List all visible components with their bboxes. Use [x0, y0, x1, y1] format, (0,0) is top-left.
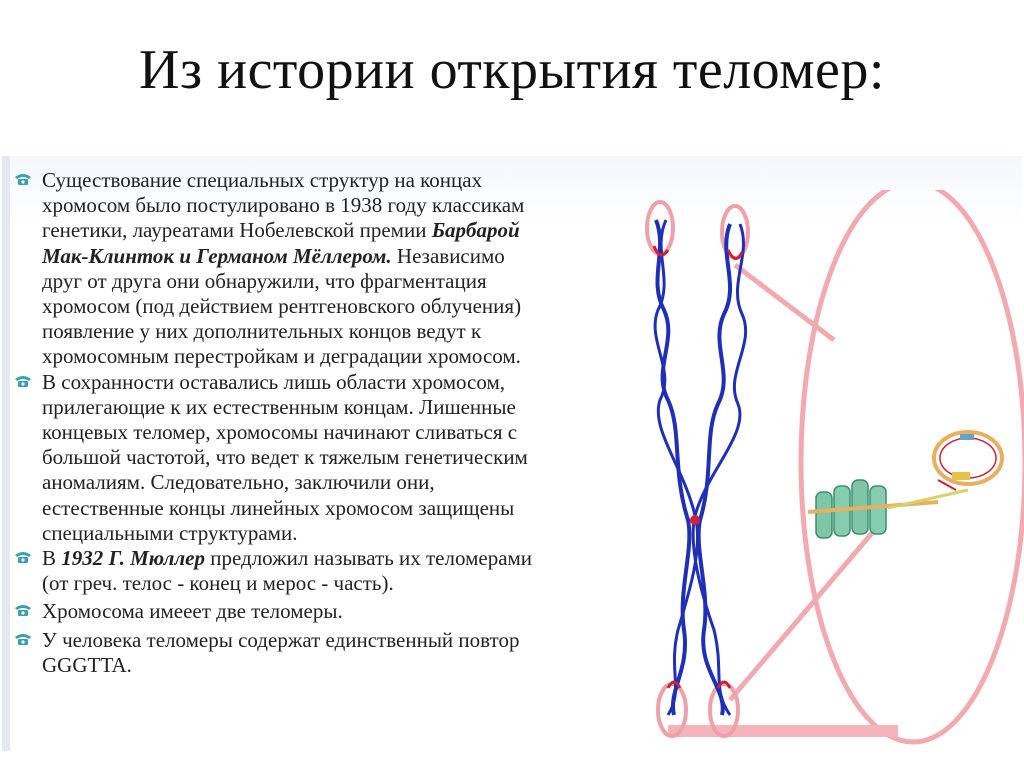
telomere-ends	[654, 246, 742, 688]
body-text: В сохранности оставались лишь области хромосом,	[42, 369, 506, 394]
panel-left-edge	[2, 156, 10, 751]
bullet-line	[42, 571, 638, 596]
bullet-line	[42, 628, 638, 653]
body-text: (от греч. телос - конец и мерос - часть).	[42, 571, 394, 596]
bullet-line	[42, 344, 638, 369]
telephone-icon	[14, 172, 32, 186]
slide-title: Из истории открытия теломер:	[139, 39, 885, 101]
body-text: хромосомным перестройкам и деградации хромосом.	[42, 344, 521, 369]
body-text: специальными структурами.	[42, 520, 298, 545]
bullet-item	[12, 599, 638, 624]
chromatid-right	[693, 224, 746, 715]
magnifier-line-bottom	[730, 526, 878, 700]
magnified-circle	[801, 190, 1024, 742]
bullet-line	[42, 168, 638, 193]
bullet-line	[42, 599, 638, 624]
bullet-item	[12, 546, 638, 596]
body-text: концевых теломер, хромосомы начинают сливаться с	[42, 420, 518, 445]
magnifier-base	[668, 725, 898, 737]
telephone-icon	[14, 603, 32, 617]
body-text: предложил называть их теломерами	[204, 546, 533, 571]
body-text: естественные концы линейных хромосом защищены	[42, 495, 515, 520]
body-text: GGGTTA.	[42, 652, 132, 677]
emphasis-text: Мак-Клинток и Германом Мёллером.	[42, 243, 392, 268]
body-text: хромосом было постулировано в 1938 году классикам	[42, 193, 525, 218]
bullet-line	[42, 521, 638, 546]
bullet-item	[12, 168, 638, 370]
body-text: У человека теломеры содержат единственный повтор	[42, 627, 520, 652]
bullet-line	[42, 218, 638, 243]
bullet-list	[12, 168, 638, 678]
emphasis-text: Барбарой	[431, 218, 520, 243]
body-text: Независимо	[391, 243, 505, 268]
body-text: прилегающие к их естественным концам. Лишенные	[42, 394, 516, 419]
nucleosome-fiber	[808, 480, 968, 538]
telephone-icon	[14, 374, 32, 388]
bullet-line	[42, 244, 638, 269]
bullet-item	[12, 370, 638, 546]
body-text: В	[42, 546, 62, 571]
bullet-line	[42, 653, 638, 678]
body-text: появление у них дополнительных концов ведут к	[42, 319, 482, 344]
bullet-line	[42, 319, 638, 344]
body-text: аномалиям. Следовательно, заключили они,	[42, 470, 435, 495]
bullet-line	[42, 420, 638, 445]
bullet-line	[42, 395, 638, 420]
chromatid-left	[655, 220, 698, 715]
body-text: большой частотой, что ведет к тяжелым генетическим	[42, 445, 528, 470]
t-loop	[934, 432, 1002, 490]
bullet-line	[42, 496, 638, 521]
bullet-line	[42, 193, 638, 218]
bullet-line	[42, 370, 638, 395]
body-text: Хромосома имееет две теломеры.	[42, 599, 343, 624]
chromosome-telomere-illustration	[638, 190, 1024, 750]
telephone-icon	[14, 632, 32, 646]
bullet-line	[42, 269, 638, 294]
body-text: Существование специальных структур на концах	[42, 168, 483, 192]
bullet-line	[42, 546, 638, 571]
bullet-line	[42, 294, 638, 319]
body-text: генетики, лауреатами Нобелевской премии	[42, 218, 432, 243]
body-text: хромосом (под действием рентгеновского облучения)	[42, 294, 522, 319]
bullet-line	[42, 445, 638, 470]
centromere	[690, 515, 700, 525]
body-text: друг от друга они обнаружили, что фрагментация	[42, 268, 487, 293]
telephone-icon	[14, 550, 32, 564]
bullet-line	[42, 470, 638, 495]
bullet-item	[12, 628, 638, 678]
emphasis-text: 1932 Г. Мюллер	[61, 546, 205, 571]
